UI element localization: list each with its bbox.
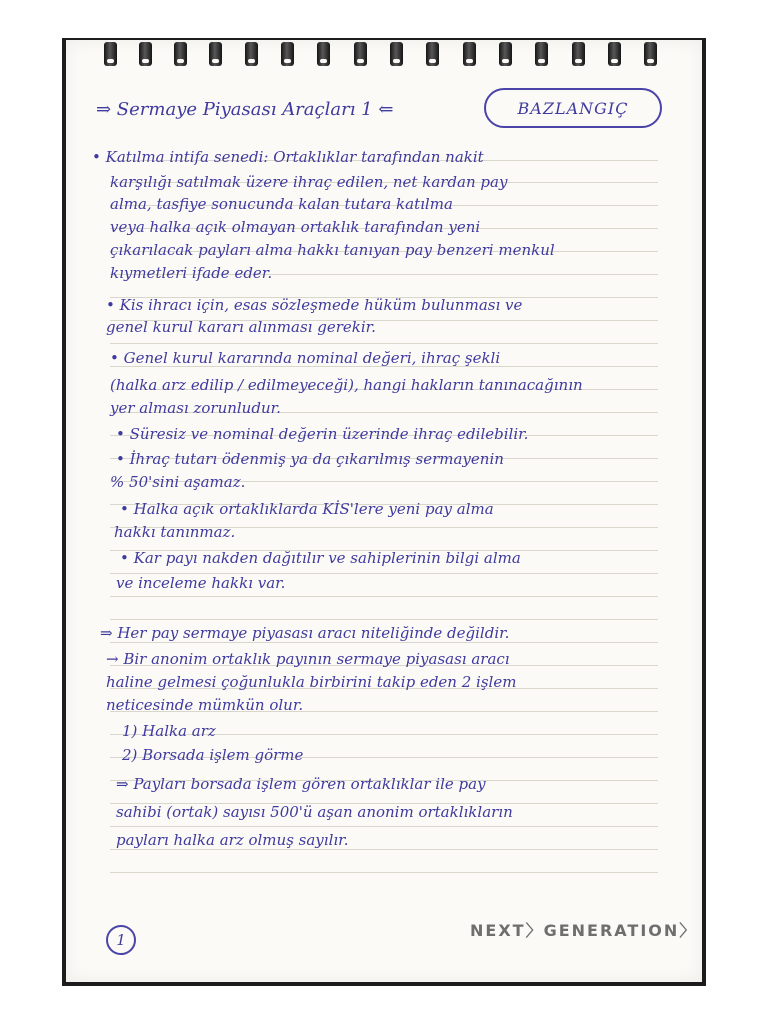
spiral-ring	[139, 42, 152, 66]
note-line: kıymetleri ifade eder.	[110, 264, 273, 282]
note-line: 2) Borsada işlem görme	[122, 746, 304, 764]
spiral-ring	[174, 42, 187, 66]
ruled-line	[110, 872, 658, 873]
spiral-ring	[245, 42, 258, 66]
note-line: payları halka arz olmuş sayılır.	[116, 831, 349, 849]
spiral-ring	[572, 42, 585, 66]
spiral-ring	[608, 42, 621, 66]
note-line: • Süresiz ve nominal değerin üzerinde ihraç edilebilir.	[116, 425, 529, 443]
note-line: haline gelmesi çoğunlukla birbirini takip eden 2 işlem	[106, 673, 517, 691]
note-line: → Bir anonim ortaklık payının sermaye piyasası aracı	[106, 650, 510, 668]
brand-logo: NEXT〉GENERATION〉	[470, 921, 698, 940]
spiral-ring	[354, 42, 367, 66]
spiral-ring	[426, 42, 439, 66]
ruled-line	[110, 619, 658, 620]
ruled-line	[110, 642, 658, 643]
ruled-line	[110, 849, 658, 850]
note-line: sahibi (ortak) sayısı 500'ü aşan anonim ortaklıkların	[116, 803, 513, 821]
note-line: 1) Halka arz	[122, 722, 216, 740]
note-line: yer alması zorunludur.	[110, 399, 281, 417]
note-line: karşılığı satılmak üzere ihraç edilen, net kardan pay	[110, 173, 508, 191]
note-line: çıkarılacak payları alma hakkı tanıyan pay benzeri menkul	[110, 241, 555, 259]
page-number: 1	[106, 925, 136, 955]
note-line: ve inceleme hakkı var.	[116, 574, 286, 592]
note-line: • Genel kurul kararında nominal değeri, ihraç şekli	[110, 349, 501, 367]
note-line: • İhraç tutarı ödenmiş ya da çıkarılmış sermayenin	[116, 450, 504, 468]
spiral-ring	[104, 42, 117, 66]
spiral-ring	[499, 42, 512, 66]
note-line: genel kurul kararı alınması gerekir.	[106, 318, 376, 336]
spiral-ring	[390, 42, 403, 66]
note-line: hakkı tanınmaz.	[114, 523, 236, 541]
note-line: ⇒ Her pay sermaye piyasası aracı niteliğinde değildir.	[100, 624, 510, 642]
page-title: ⇒ Sermaye Piyasası Araçları 1 ⇐	[96, 99, 394, 120]
ruled-line	[110, 826, 658, 827]
spiral-ring	[281, 42, 294, 66]
spiral-ring	[317, 42, 330, 66]
level-badge: BAZLANGIÇ	[484, 88, 662, 128]
note-line: • Kar payı nakden dağıtılır ve sahiplerinin bilgi alma	[120, 549, 521, 567]
ruled-line	[110, 596, 658, 597]
note-line: ⇒ Payları borsada işlem gören ortaklıklar ile pay	[116, 775, 486, 793]
spiral-ring	[209, 42, 222, 66]
notebook-page	[66, 40, 702, 982]
note-line: alma, tasfiye sonucunda kalan tutara katılma	[110, 195, 453, 213]
note-line: • Halka açık ortaklıklarda KİS'lere yeni pay alma	[120, 500, 494, 518]
ruled-line	[110, 343, 658, 344]
note-line: • Kis ihracı için, esas sözleşmede hüküm bulunması ve	[106, 296, 523, 314]
spiral-ring	[644, 42, 657, 66]
note-line: % 50'sini aşamaz.	[110, 473, 246, 491]
spiral-ring	[463, 42, 476, 66]
note-line: neticesinde mümkün olur.	[106, 696, 304, 714]
spiral-ring	[535, 42, 548, 66]
note-line: • Katılma intifa senedi: Ortaklıklar tarafından nakit	[92, 148, 484, 166]
note-line: (halka arz edilip / edilmeyeceği), hangi hakların tanınacağının	[110, 376, 583, 394]
note-line: veya halka açık olmayan ortaklık tarafından yeni	[110, 218, 481, 236]
